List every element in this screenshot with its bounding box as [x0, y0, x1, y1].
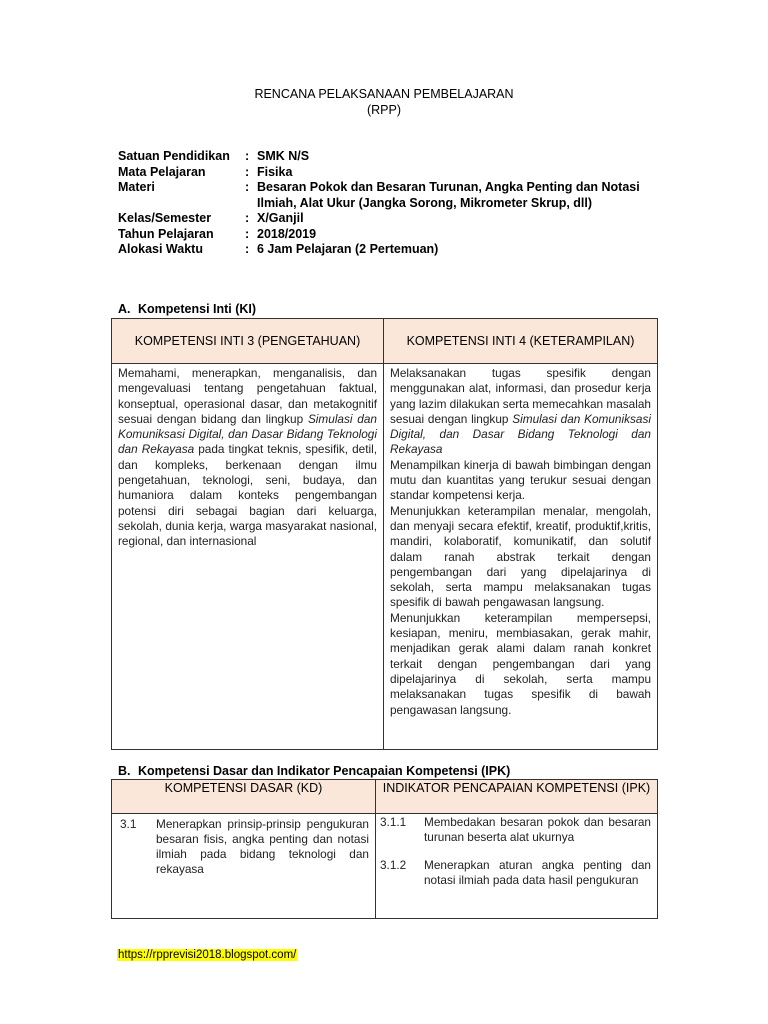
info-colon: :: [245, 226, 250, 241]
kd-text: Menerapkan prinsip-prinsip pengukuran besaran fisis, angka penting dan notasi ilmiah pada bidang teknologi dan rekayasa: [156, 817, 369, 876]
ki3-text-part: pada tingkat teknis, spesifik, detil, dan kompleks, berkenaan dengan ilmu pengetahuan, teknologi, seni, budaya, dan humaniora dalam konteks pengembangan potensi diri sebagai bagian dari keluarga, sekolah, dunia kerja, warga masyarakat nasional, regional, dan internasional: [118, 442, 378, 549]
kd-item: [112, 814, 375, 877]
kd-header: KOMPETENSI DASAR (KD): [112, 780, 376, 814]
ki3-header: KOMPETENSI INTI 3 (PENGETAHUAN): [112, 319, 384, 364]
ipk-text: Membedakan besaran pokok dan besaran turunan beserta alat ukurnya: [424, 815, 651, 844]
info-value: 6 Jam Pelajaran (2 Pertemuan): [257, 242, 439, 256]
info-label: Materi: [118, 180, 155, 194]
identity-block: [118, 149, 677, 258]
ki3-text-italic: Simulasi dan Komuniksasi Digital, dan Dasar Bidang Teknologi dan Rekayasa: [118, 411, 377, 457]
info-row-kelas: [118, 211, 677, 227]
info-label: Mata Pelajaran: [118, 164, 206, 179]
info-colon: :: [245, 211, 250, 225]
table-row: [112, 364, 658, 750]
ki4-cell: [384, 364, 658, 750]
kd-number: 3.1: [120, 817, 137, 831]
info-colon: :: [245, 242, 250, 256]
section-letter: A.: [118, 302, 131, 316]
info-row-materi: [118, 180, 677, 211]
ki3-cell: [112, 364, 384, 750]
ipk-cell: [376, 814, 658, 919]
ipk-item: [376, 814, 657, 845]
info-label: Satuan Pendidikan: [118, 149, 230, 163]
table-row: [112, 814, 658, 919]
section-title: Kompetensi Dasar dan Indikator Pencapaian Kompetensi (IPK): [138, 764, 511, 778]
blog-url-link[interactable]: https://rpprevisi2018.blogspot.com/: [118, 949, 297, 961]
info-value: 2018/2019: [257, 226, 317, 241]
kompetensi-dasar-table: [111, 779, 658, 919]
info-row-satuan: [118, 149, 677, 165]
ipk-item: [376, 857, 657, 888]
table-header-row: [112, 319, 658, 364]
ki4-paragraph: Menunjukkan keterampilan menalar, mengolah, dan menyaji secara efektif, kreatif, produktif,kritis, mandiri, kolaboratif, komunikatif, dan solutif dalam ranah abstrak terkait dengan pengembangan dari yang dipelajarinya di sekolah, serta mampu melaksanakan tugas spesifik di bawah pengawasan langsung.: [390, 503, 651, 610]
info-value: Besaran Pokok dan Besaran Turunan, Angka Penting dan Notasi Ilmiah, Alat Ukur (Jangka Sorong, Mikrometer Skrup, dll): [257, 180, 640, 210]
info-value: X/Ganjil: [257, 211, 304, 225]
ki4-header: KOMPETENSI INTI 4 (KETERAMPILAN): [384, 319, 658, 364]
ipk-number: 3.1.2: [380, 858, 407, 872]
kd-cell: [112, 814, 376, 919]
info-colon: :: [245, 164, 250, 179]
info-label: Tahun Pelajaran: [118, 226, 214, 241]
ki3-text: [118, 366, 377, 550]
ipk-text: Menerapkan aturan angka penting dan notasi ilmiah pada data hasil pengukuran: [424, 858, 651, 887]
ki4-text-part: Melaksanakan tugas spesifik dengan menggunakan alat, informasi, dan prosedur kerja yang lazim dilakukan serta memecahkan masalah sesuai dengan lingkup: [390, 366, 651, 426]
section-title: Kompetensi Inti (KI): [138, 302, 257, 316]
info-colon: :: [245, 180, 250, 194]
info-label: Kelas/Semester: [118, 211, 212, 225]
ki3-text-part: Memahami, menerapkan, menganalisis, dan mengevaluasi tentang pengetahuan faktual, konseptual, operasional dasar, dan metakognitif sesuai dengan bidang dan lingkup: [118, 366, 377, 426]
section-b-heading: [118, 764, 510, 778]
info-row-mapel: [118, 165, 677, 181]
document-title: RENCANA PELAKSANAAN PEMBELAJARAN: [254, 87, 514, 101]
section-a-heading: [118, 302, 256, 316]
table-header-row: [112, 780, 658, 814]
ipk-header: INDIKATOR PENCAPAIAN KOMPETENSI (IPK): [376, 780, 658, 814]
ki4-text-italic: Simulasi dan Komuniksasi Digital, dan Dasar Bidang Teknologi dan Rekayasa: [390, 411, 651, 457]
ipk-number: 3.1.1: [380, 815, 407, 829]
ki4-paragraph: Menampilkan kinerja di bawah bimbingan dengan mutu dan kuantitas yang terukur sesuai dengan standar kompetensi kerja.: [390, 457, 651, 503]
info-value: Fisika: [257, 164, 293, 179]
info-value: SMK N/S: [257, 149, 310, 163]
kompetensi-inti-table: [111, 318, 658, 750]
ki4-paragraph: Menunjukkan keterampilan mempersepsi, kesiapan, meniru, membiasakan, gerak mahir, menjadikan gerak alami dalam ranah konkret terkait dengan pengembangan dari yang dipelajarinya di sekolah, serta mampu melaksanakan tugas spesifik di bawah pengawasan langsung.: [390, 610, 651, 717]
document-subtitle: (RPP): [366, 103, 402, 117]
section-letter: B.: [118, 764, 131, 778]
info-row-alokasi: [118, 242, 677, 258]
info-row-tahun: [118, 227, 677, 243]
ki4-paragraph: [390, 366, 651, 458]
info-label: Alokasi Waktu: [118, 242, 203, 256]
info-colon: :: [245, 149, 250, 163]
